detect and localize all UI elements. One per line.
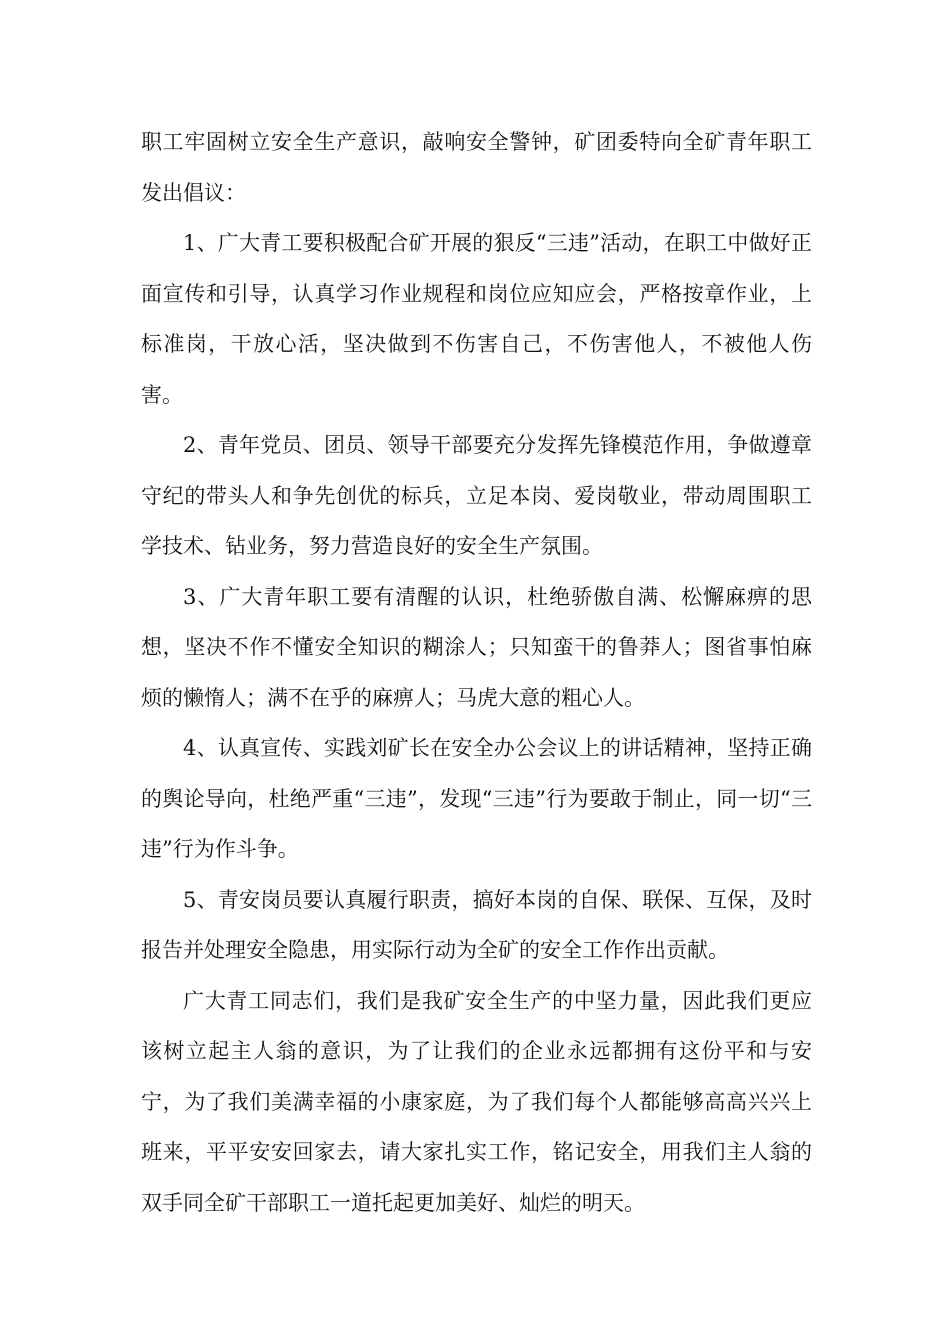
paragraph-closing: 广大青工同志们，我们是我矿安全生产的中坚力量，因此我们更应该树立起主人翁的意识，为了让我们的企业永远都拥有这份平和与安宁，为了我们美满幸福的小康家庭，为了我们每个人都能够高高兴兴上班来，平平安安回家去，请大家扎实工作，铭记安全，用我们主人翁的双手同全矿干部职工一道托起更加美好、灿烂的明天。 (141, 988, 812, 1215)
document-body (141, 117, 812, 1228)
paragraph-item-4: 4、认真宣传、实践刘矿长在安全办公会议上的讲话精神，坚持正确的舆论导向，杜绝严重“三违”，发现“三违”行为要敢于制止，同一切“三违”行为作斗争。 (141, 736, 812, 861)
paragraph-intro-continuation: 职工牢固树立安全生产意识，敲响安全警钟，矿团委特向全矿青年职工发出倡议： (141, 130, 812, 205)
paragraph-item-1: 1、广大青工要积极配合矿开展的狠反“三违”活动，在职工中做好正面宣传和引导，认真学习作业规程和岗位应知应会，严格按章作业，上标准岗，干放心活，坚决做到不伤害自己，不伤害他人，不被他人伤害。 (141, 231, 812, 407)
paragraph-item-2: 2、青年党员、团员、领导干部要充分发挥先锋模范作用，争做遵章守纪的带头人和争先创优的标兵，立足本岗、爱岗敬业，带动周围职工学技术、钻业务，努力营造良好的安全生产氛围。 (141, 433, 812, 558)
paragraph-item-5: 5、青安岗员要认真履行职责，搞好本岗的自保、联保、互保，及时报告并处理安全隐患，用实际行动为全矿的安全工作作出贡献。 (141, 887, 812, 962)
paragraph-item-3: 3、广大青年职工要有清醒的认识，杜绝骄傲自满、松懈麻痹的思想，坚决不作不懂安全知识的糊涂人；只知蛮干的鲁莽人；图省事怕麻烦的懒惰人；满不在乎的麻痹人；马虎大意的粗心人。 (141, 584, 812, 710)
